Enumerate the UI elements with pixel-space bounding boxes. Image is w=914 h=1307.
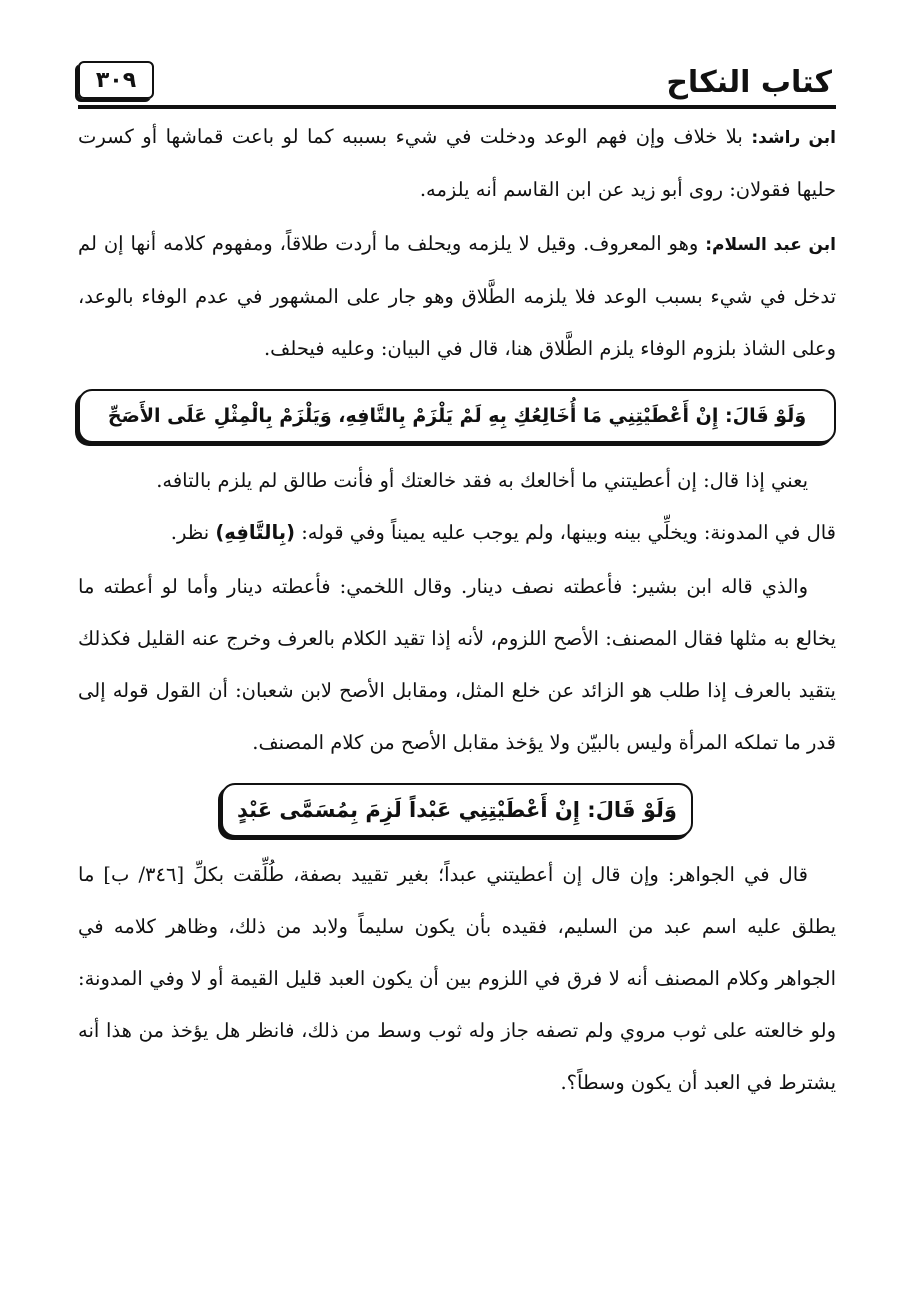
speaker-label: ابن راشد: — [751, 128, 836, 148]
paragraph-ibn-rashid — [78, 111, 836, 216]
paragraph-mudawwana — [78, 507, 836, 559]
matn-box-wrapper — [78, 783, 836, 837]
speaker-label: ابن عبد السلام: — [705, 235, 836, 255]
book-page — [78, 55, 836, 1267]
matn-text-box: وَلَوْ قَالَ: إِنْ أَعْطَيْتِنِي عَبْداً لَزِمَ بِمُسَمَّى عَبْدٍ — [221, 783, 693, 837]
paragraph-text: بلا خلاف وإن فهم الوعد ودخلت في شيء بسببه كما لو باعت قماشها أو كسرت حليها فقولان: روى أبو زيد عن ابن القاسم أنه يلزمه. — [78, 125, 836, 201]
paragraph-ibn-abd-al-salam — [78, 218, 836, 375]
paragraph-ibn-bashir: والذي قاله ابن بشير: فأعطته نصف دينار. وقال اللخمي: فأعطته دينار وأما لو أعطته ما يخالع به مثلها فقال المصنف: الأصح اللزوم، لأنه إذا تقيد الكلام بالعرف وخرج عنه القليل فكذلك يتقيد بالعرف إذا طلب هو الزائد عن خلع المثل، ومقابل الأصح لابن شعبان: أن القول قوله إلى قدر ما تملكه المرأة وليس بالبيّن ولا يؤخذ مقابل الأصح من كلام المصنف. — [78, 575, 836, 754]
page-header — [78, 55, 836, 103]
page-number: ٣٠٩ — [78, 61, 154, 99]
paragraph-text: قال في المدونة: ويخلِّي بينه وبينها، ولم يوجب عليه يميناً وفي قوله: — [295, 521, 836, 544]
header-rule — [78, 105, 836, 109]
paragraph-text: نظر. — [170, 521, 216, 544]
matn-text-box: وَلَوْ قَالَ: إِنْ أَعْطَيْتِنِي مَا أُخَالِعُكِ بِهِ لَمْ يَلْزَمْ بِالتَّافِهِ، وَيَلْزَمْ بِالْمِثْلِ عَلَى الأَصَحِّ — [78, 389, 836, 443]
paragraph-text: وهو المعروف. وقيل لا يلزمه ويحلف ما أردت طلاقاً، ومفهوم كلامه أنها إن لم تدخل في شيء بسبب الوعد فلا يلزمه الطَّلاق وهو جار على المشهور في عدم الوفاء بالوعد، وعلى الشاذ بلزوم الوفاء يلزم الطَّلاق هنا، قال في البيان: وعليه فيحلف. — [78, 232, 836, 360]
paragraph-commentary: يعني إذا قال: إن أعطيتني ما أخالعك به فقد خالعتك أو فأنت طالق لم يلزم بالتافه. — [156, 469, 808, 492]
running-title: كتاب النكاح — [666, 65, 832, 100]
quoted-term: (بِالتَّافِهِ) — [215, 521, 296, 544]
matn-box-wrapper — [78, 389, 836, 443]
paragraph-jawahir: قال في الجواهر: وإن قال إن أعطيتني عبداً؛ بغير تقييد بصفة، طُلِّقت بكلِّ [٣٤٦/ ب] ما يطلق عليه اسم عبد من السليم، فقيده بأن يكون سليماً ولابد من ذلك، وظاهر كلامه في الجواهر وكلام المصنف أنه لا فرق في اللزوم بين أن يكون العبد قليل القيمة أو لا وفي المدونة: ولو خالعته على ثوب مروي ولم تصفه جاز وله ثوب وسط من ذلك، فانظر هل يؤخذ من هذا أنه يشترط في العبد أن يكون وسطاً؟. — [78, 863, 836, 1094]
